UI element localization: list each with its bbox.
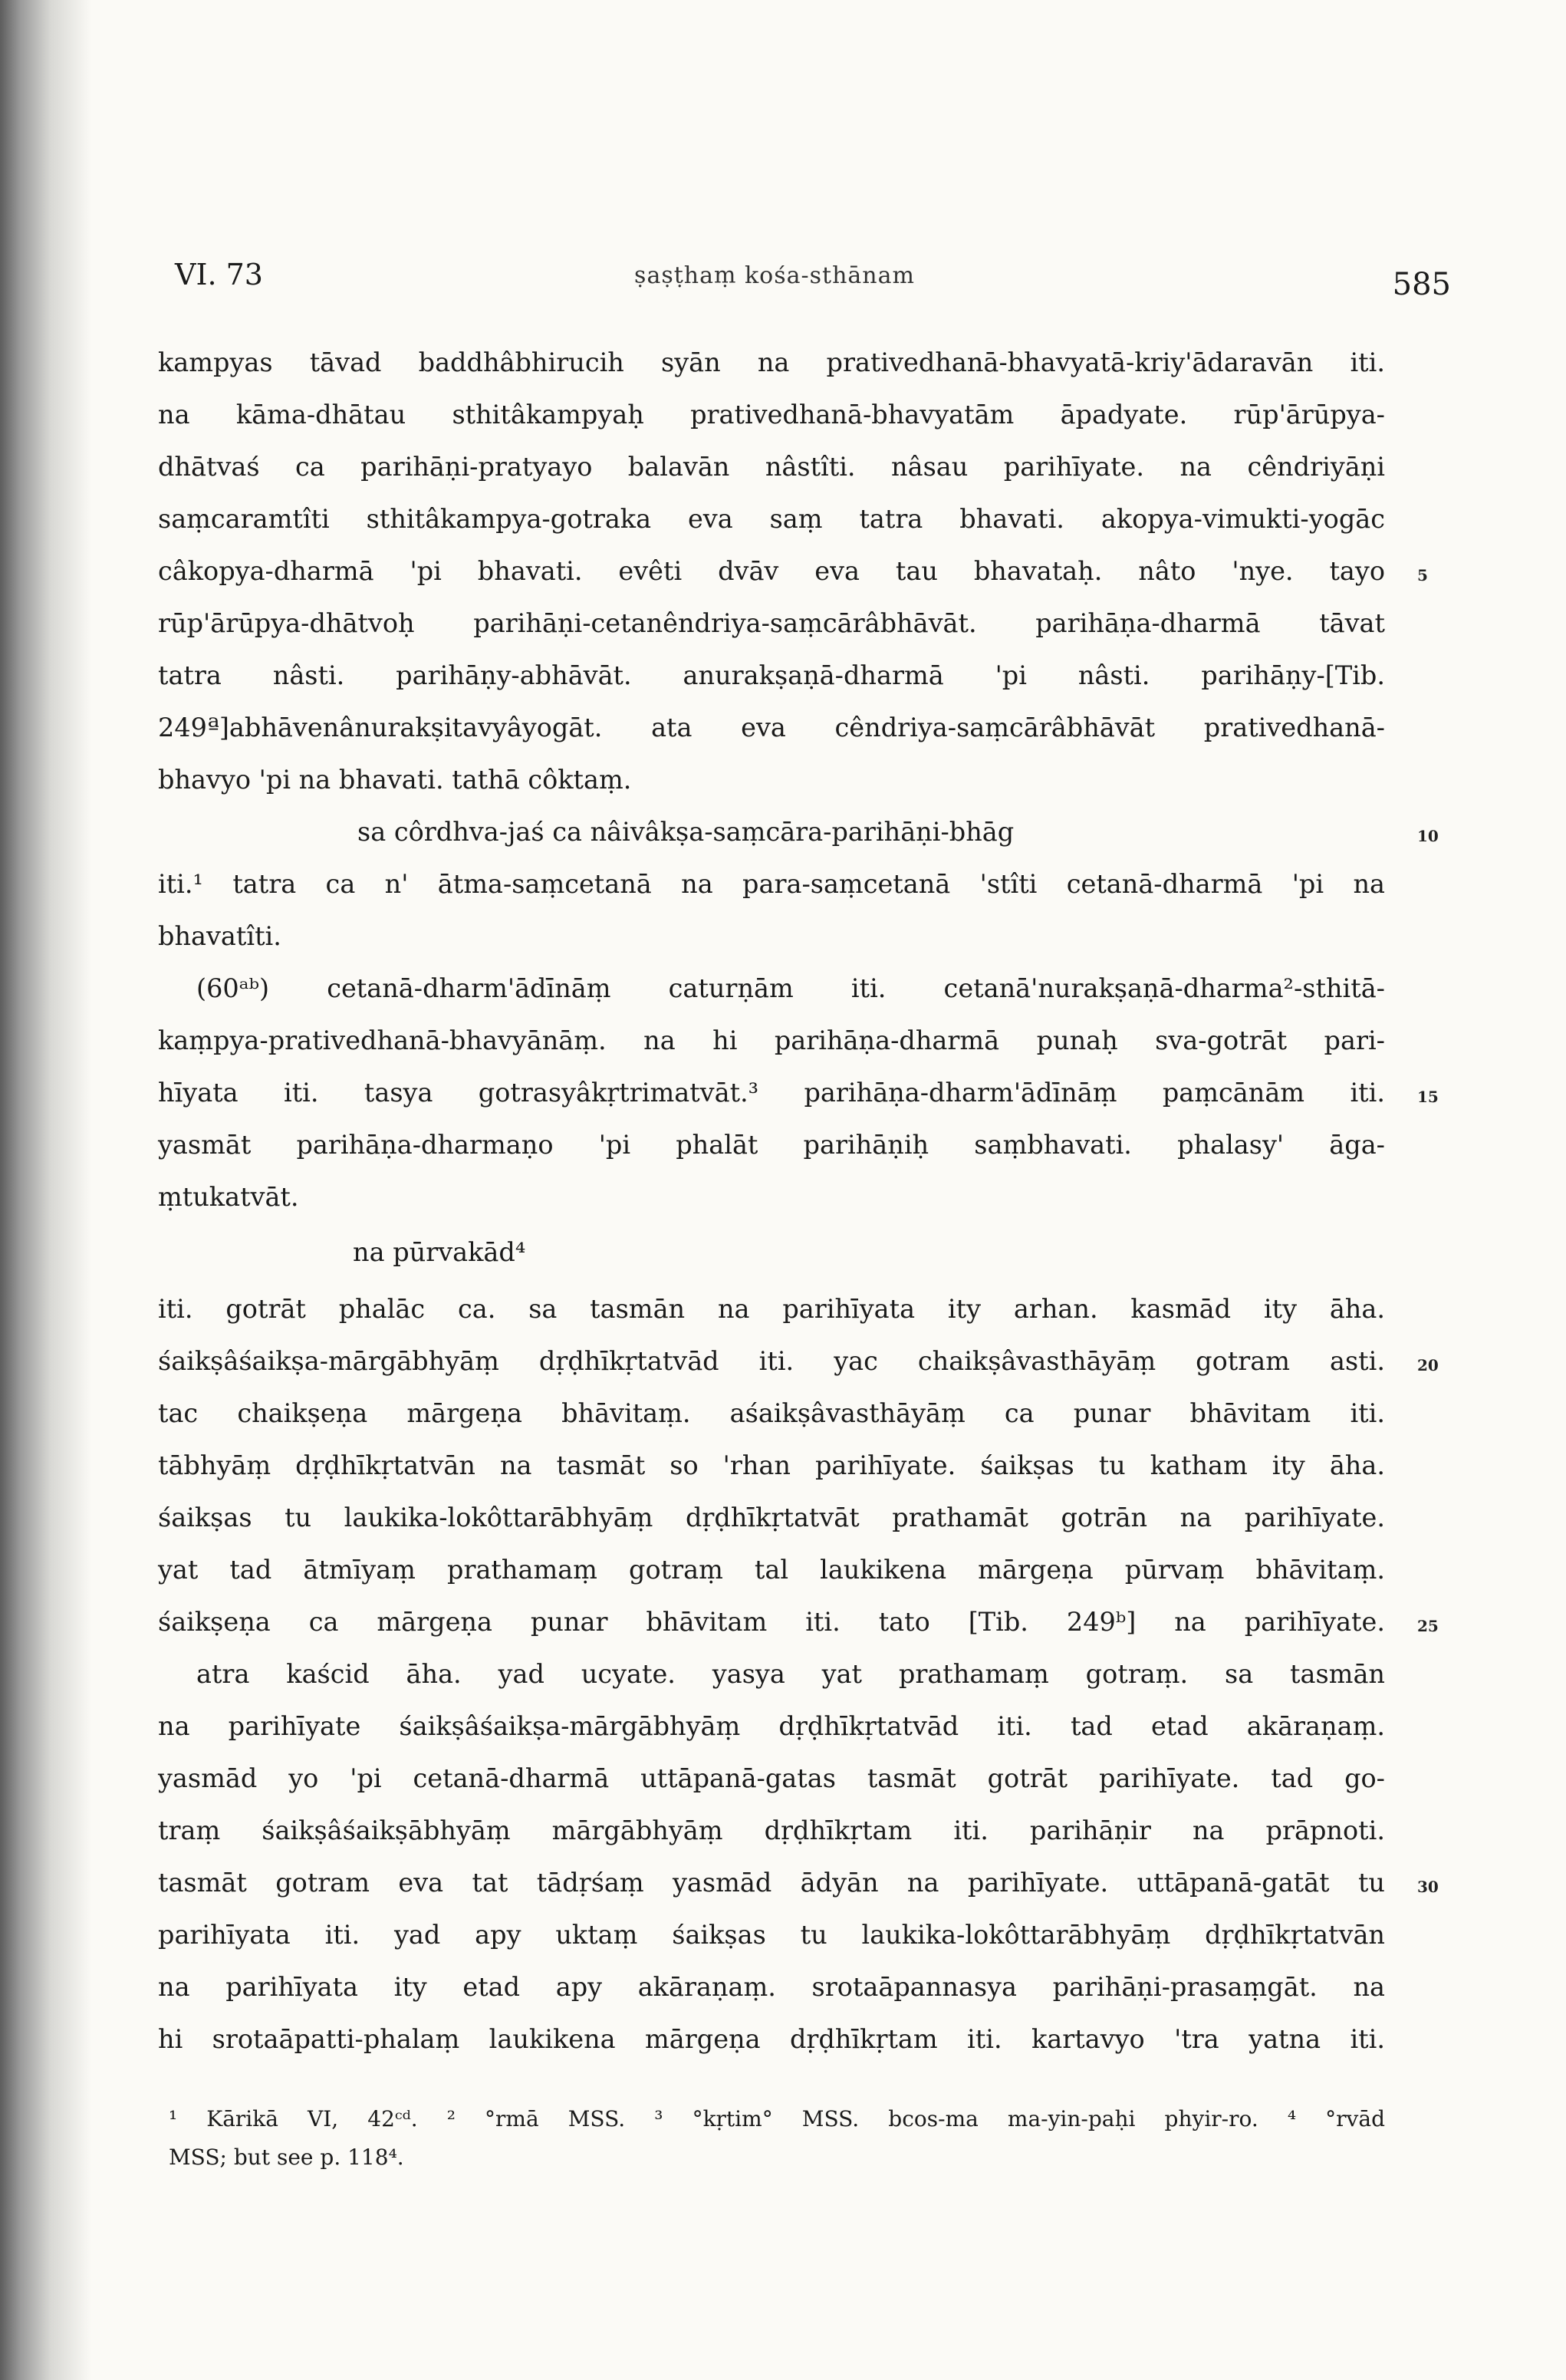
verse-quote: na pūrvakād⁴ [353,1237,526,1267]
line-number: 15 [1417,1088,1439,1106]
text-line: śaikṣâśaikṣa-mārgābhyāṃ dṛḍhīkṛtatvād iti. yac chaikṣâvasthāyāṃ gotram asti. [158,1346,1385,1376]
line-number: 5 [1417,566,1428,584]
text-line: yasmād yo 'pi cetanā-dharmā uttāpanā-gatas tasmāt gotrāt parihīyate. tad go- [158,1763,1385,1793]
verse-quote: sa côrdhva-jaś ca nâivâkṣa-saṃcāra-parihāṇi-bhāg [357,817,1015,847]
text-line: na parihīyate śaikṣâśaikṣa-mārgābhyāṃ dṛḍhīkṛtatvād iti. tad etad akāraṇaṃ. [158,1711,1385,1741]
text-line: yasmāt parihāṇa-dharmaṇo 'pi phalāt parihāṇiḥ saṃbhavati. phalasy' āga- [158,1130,1385,1160]
text-line: câkopya-dharmā 'pi bhavati. evêti dvāv eva tau bhavataḥ. nâto 'nye. tayo [158,556,1385,586]
text-line: ṃtukatvāt. [158,1182,299,1212]
text-line: na parihīyata ity etad apy akāraṇaṃ. srotaāpannasya parihāṇi-prasaṃgāt. na [158,1972,1385,2002]
text-line: hi srotaāpatti-phalaṃ laukikena mārgeṇa dṛḍhīkṛtam iti. kartavyo 'tra yatna iti. [158,2024,1385,2054]
line-number: 10 [1417,827,1439,845]
text-line: kaṃpya-prativedhanā-bhavyānāṃ. na hi parihāṇa-dharmā punaḥ sva-gotrāt pari- [158,1025,1385,1055]
text-line: śaikṣeṇa ca mārgeṇa punar bhāvitam iti. tato [Tib. 249ᵇ] na parihīyate. [158,1607,1385,1637]
text-line: yat tad ātmīyaṃ prathamaṃ gotraṃ tal laukikena mārgeṇa pūrvaṃ bhāvitaṃ. [158,1555,1385,1585]
text-line: na kāma-dhātau sthitâkampyaḥ prativedhanā-bhavyatām āpadyate. rūp'ārūpya- [158,400,1385,430]
running-title: ṣaṣṭhaṃ kośa-sthānam [634,262,915,289]
page-number: 585 [1392,267,1451,302]
text-line: parihīyata iti. yad apy uktaṃ śaikṣas tu laukika-lokôttarābhyāṃ dṛḍhīkṛtatvān [158,1920,1385,1950]
text-line: (60ᵃᵇ) cetanā-dharm'ādīnāṃ caturṇām iti. cetanā'nurakṣaṇā-dharma²-sthitā- [196,973,1385,1003]
text-line: rūp'ārūpya-dhātvoḥ parihāṇi-cetanêndriya-saṃcārâbhāvāt. parihāṇa-dharmā tāvat [158,608,1385,638]
text-line: saṃcaramtîti sthitâkampya-gotraka eva saṃ tatra bhavati. akopya-vimukti-yogāc [158,504,1385,534]
text-line: tābhyāṃ dṛḍhīkṛtatvān na tasmāt so 'rhan parihīyate. śaikṣas tu katham ity āha. [158,1450,1385,1480]
footnote-line: ¹ Kārikā VI, 42ᶜᵈ. ² °rmā MSS. ³ °kṛtim° MSS. bcos-ma ma-yin-paḥi phyir-ro. ⁴ °rvād [169,2106,1385,2131]
text-line: traṃ śaikṣâśaikṣābhyāṃ mārgābhyāṃ dṛḍhīkṛtam iti. parihāṇir na prāpnoti. [158,1815,1385,1845]
line-number: 30 [1417,1878,1439,1896]
text-line: śaikṣas tu laukika-lokôttarābhyāṃ dṛḍhīkṛtatvāt prathamāt gotrān na parihīyate. [158,1503,1385,1532]
text-line: iti.¹ tatra ca n' ātma-saṃcetanā na para-saṃcetanā 'stîti cetanā-dharmā 'pi na [158,869,1385,899]
text-line: bhavyo 'pi na bhavati. tathā côktaṃ. [158,765,632,795]
text-line: kampyas tāvad baddhâbhirucih syān na prativedhanā-bhavyatā-kriy'ādaravān iti. [158,347,1385,377]
text-line: tasmāt gotram eva tat tādṛśaṃ yasmād ādyān na parihīyate. uttāpanā-gatāt tu [158,1868,1385,1898]
footnote-line: MSS; but see p. 118⁴. [169,2145,404,2170]
chapter-verse-ref: VI. 73 [175,258,263,291]
book-spine-shadow [0,0,92,2380]
text-line: hīyata iti. tasya gotrasyâkṛtrimatvāt.³ parihāṇa-dharm'ādīnāṃ paṃcānām iti. [158,1078,1385,1108]
line-number: 25 [1417,1617,1439,1635]
text-line: tac chaikṣeṇa mārgeṇa bhāvitaṃ. aśaikṣâvasthāyāṃ ca punar bhāvitam iti. [158,1398,1385,1428]
text-line: tatra nâsti. parihāṇy-abhāvāt. anurakṣaṇā-dharmā 'pi nâsti. parihāṇy-[Tib. [158,660,1385,690]
text-line: 249ª]abhāvenânurakṣitavyâyogāt. ata eva cêndriya-saṃcārâbhāvāt prativedhanā- [158,713,1385,742]
text-line: bhavatîti. [158,921,281,951]
text-line: dhātvaś ca parihāṇi-pratyayo balavān nâstîti. nâsau parihīyate. na cêndriyāṇi [158,452,1385,482]
line-number: 20 [1417,1356,1439,1374]
text-line: iti. gotrāt phalāc ca. sa tasmān na parihīyata ity arhan. kasmād ity āha. [158,1294,1385,1324]
text-line: atra kaścid āha. yad ucyate. yasya yat prathamaṃ gotraṃ. sa tasmān [196,1659,1385,1689]
